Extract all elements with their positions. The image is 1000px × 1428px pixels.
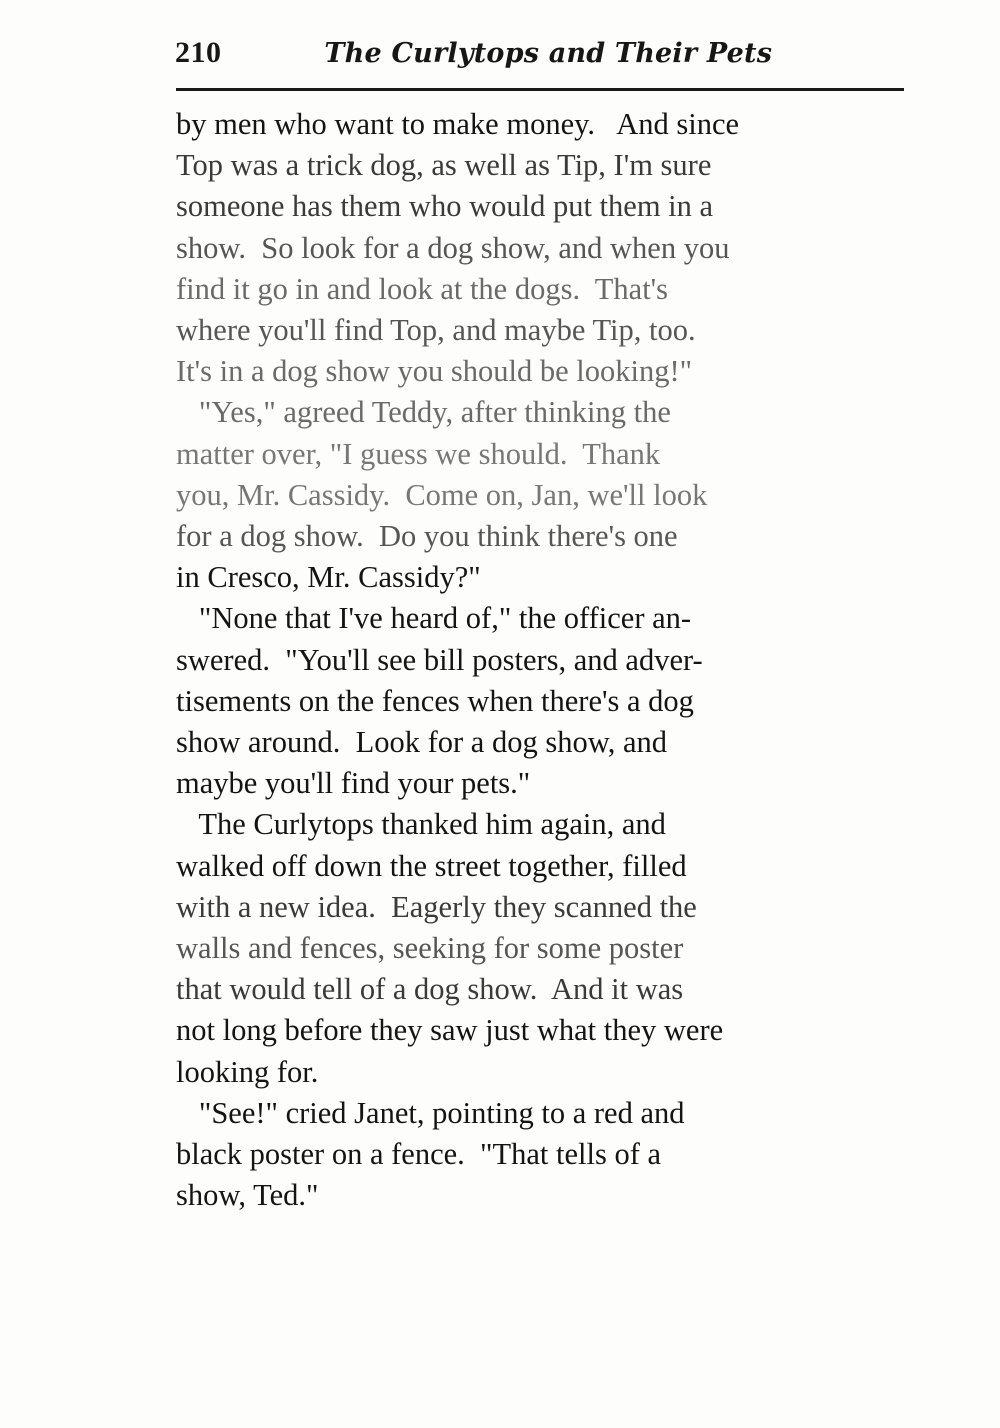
text-line: "None that I've heard of," the officer an- <box>176 601 692 636</box>
page-header <box>175 36 905 80</box>
text-line: Top was a trick dog, as well as Tip, I'm sure <box>176 148 712 183</box>
text-line: someone has them who would put them in a <box>176 189 714 224</box>
text-line: It's in a dog show you should be looking!" <box>176 354 693 389</box>
text-line: tisements on the fences when there's a dog <box>176 683 694 718</box>
body-text <box>176 104 906 1216</box>
text-line: find it go in and look at the dogs. That's <box>176 271 669 306</box>
text-line: in Cresco, Mr. Cassidy?" <box>176 560 481 595</box>
text-line: "See!" cried Janet, pointing to a red and <box>176 1095 685 1130</box>
text-line: matter over, "I guess we should. Thank <box>176 436 661 471</box>
text-line: for a dog show. Do you think there's one <box>176 519 678 554</box>
text-line: black poster on a fence. "That tells of a <box>176 1137 662 1172</box>
text-line: by men who want to make money. And since <box>176 107 740 141</box>
text-line: not long before they saw just what they were <box>176 1013 724 1048</box>
running-title: The Curlytops and Their Pets <box>324 38 773 69</box>
text-line: you, Mr. Cassidy. Come on, Jan, we'll look <box>176 477 708 512</box>
text-line: looking for. <box>176 1054 319 1089</box>
text-line: that would tell of a dog show. And it was <box>176 972 684 1007</box>
text-line: show. So look for a dog show, and when you <box>176 230 730 265</box>
text-line: show, Ted." <box>176 1178 319 1213</box>
text-line: walked off down the street together, filled <box>176 848 687 883</box>
page-number: 210 <box>175 36 222 69</box>
text-line: maybe you'll find your pets." <box>176 766 531 801</box>
text-line: where you'll find Top, and maybe Tip, too. <box>176 313 696 348</box>
text-line: walls and fences, seeking for some poster <box>176 931 684 966</box>
text-line: with a new idea. Eagerly they scanned the <box>176 889 697 924</box>
text-line: The Curlytops thanked him again, and <box>176 807 666 842</box>
text-line: show around. Look for a dog show, and <box>176 725 668 760</box>
text-line: "Yes," agreed Teddy, after thinking the <box>176 395 671 430</box>
header-rule <box>176 88 904 91</box>
text-line: swered. "You'll see bill posters, and adver- <box>176 642 703 677</box>
